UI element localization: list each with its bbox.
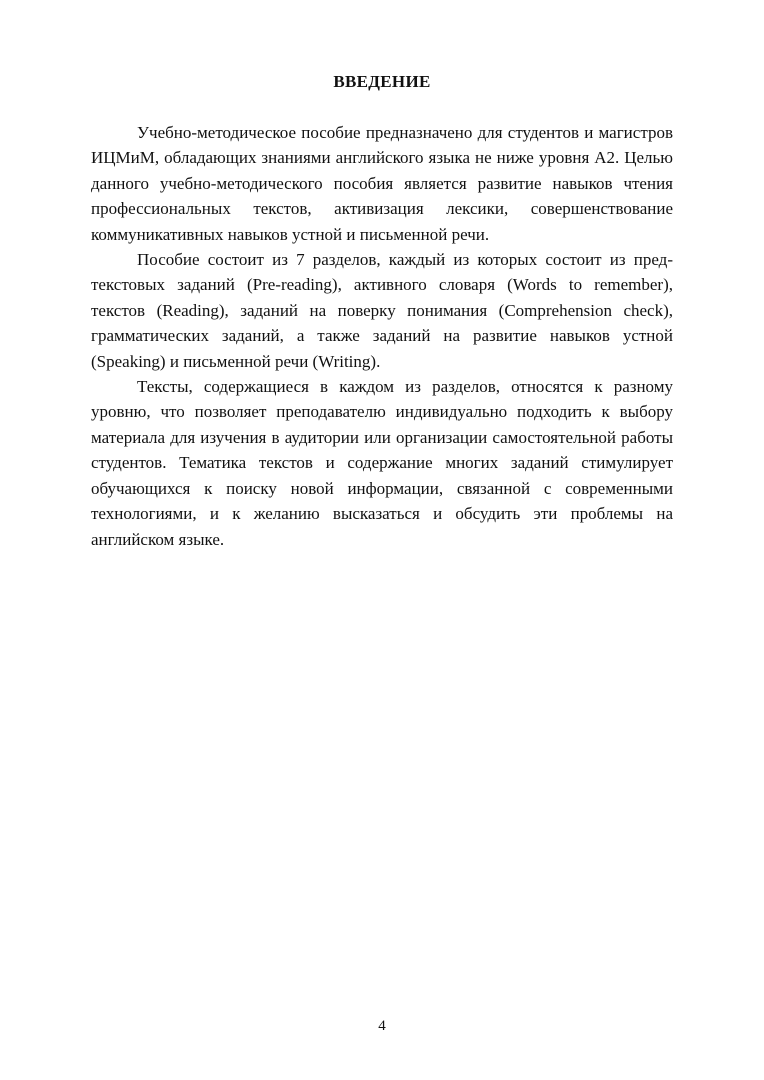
paragraph-texts: Тексты, содержащиеся в каждом из разделов, относятся к разному уровню, что позволяет преподавателю индивидуально подходить к выбору материала для изучения в аудитории или организации самостоятельной работы студентов. Тематика текстов и содержание многих заданий стимулирует обучающихся к поиску новой информации, связанной с современными технологиями, и к желанию высказаться и обсудить эти проблемы на английском языке. (91, 377, 673, 549)
body-text (91, 120, 673, 552)
paragraph-intro: Учебно-методическое пособие предназначено для студентов и магистров ИЦМиМ, обладающих знаниями английского языка не ниже уровня А2. Целью данного учебно-методического пособия является развитие навыков чтения профессиональных текстов, активизация лексики, совершенствование коммуникативных навыков устной и письменной речи. (91, 123, 673, 244)
page-number: 4 (378, 1018, 386, 1034)
page-title: ВВЕДЕНИЕ (333, 72, 431, 91)
paragraph-structure: Пособие состоит из 7 разделов, каждый из которых состоит из предтекстовых заданий (Pre-reading), активного словаря (Words to remember), текстов (Reading), заданий на поверку понимания (Comprehension check), грамматических заданий, а также заданий на развитие навыков устной (Speaking) и письменной речи (Writing). (91, 250, 673, 371)
